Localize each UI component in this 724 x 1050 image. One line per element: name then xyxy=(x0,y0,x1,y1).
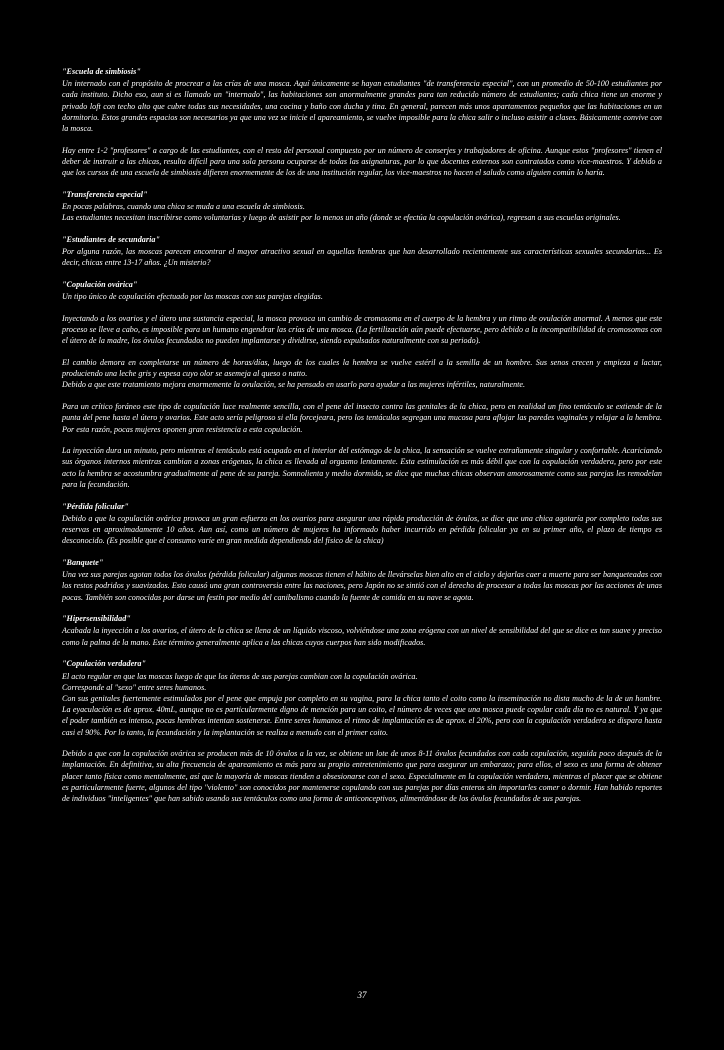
paragraph: Inyectando a los ovarios y el útero una sustancia especial, la mosca provoca un cambio de cromosoma en el cuerpo de la hembra y un ritmo de ovulación anormal. A menos que este proceso se lleve a cabo, es imposible para un humano engendrar las crías de una mosca. (La fertilización aún puede efectuarse, pero debido a la incompatibilidad de cromosomas con el útero de la madre, los óvulos fecundados no pueden implantarse y dividirse, siendo expulsados naturalmente con su periodo). xyxy=(62,313,662,346)
paragraph: Acabada la inyección a los ovarios, el útero de la chica se llena de un líquido viscoso, volviéndose una zona erógena con un nivel de sensibilidad del que se dice es tan suave y preciso como la palma de la mano. Este término generalmente aplica a las chicas cuyos cuerpos han sido modificados. xyxy=(62,626,662,647)
section-banquete xyxy=(62,557,662,603)
page-number: 37 xyxy=(357,990,367,1000)
paragraph: Para un crítico foráneo este tipo de copulación luce realmente sencilla, con el pene del insecto contra las genitales de la chica, pero en realidad un fino tentáculo se extiende de la punta del pene hasta el útero y ovarios. Este acto sería peligroso si ella forcejeara, pero los tentáculos segregan una mucosa para aflojar las paredes vaginales y relajar a la hembra. Por esta razón, pocas mujeres oponen gran resistencia a esta copulación. xyxy=(62,402,662,434)
paragraph: Por alguna razón, las moscas parecen encontrar el mayor atractivo sexual en aquellas hembras que han desarrollado recientemente sus características sexuales secundarias... Es decir, chicas entre 13-17 años. ¿Un misterio? xyxy=(62,247,662,268)
paragraph: En pocas palabras, cuando una chica se muda a una escuela de simbiosis. xyxy=(62,202,305,212)
section-heading: "Escuela de simbiosis" xyxy=(62,67,141,76)
section-hipersensibilidad xyxy=(62,613,662,648)
paragraph: La inyección dura un minuto, pero mientras el tentáculo está ocupado en el interior del estómago de la chica, la sensación se vuelve extrañamente singular y confortable. Acariciando sus órganos internos mientras cambian a zonas erógenas, la chica es llevada al orgasmo lentamente. Esta estimulación es más débil que con la copulación verdadera, pero por este acto la hembra se acostumbra gradualmente al pene de su pareja. Somnolienta y medio dormida, se dice que muchas chicas observan amorosamente como sus parejas les remodelan para la fecundación. xyxy=(62,446,662,489)
paragraph: Un tipo único de copulación efectuado por las moscas con sus parejas elegidas. xyxy=(62,292,323,302)
paragraph: Debido a que con la copulación ovárica se producen más de 10 óvulos a la vez, se obtiene un lote de unos 8-11 óvulos fecundados con cada copulación, seguida poco después de la implantación. En definitiva, su alta frecuencia de apareamiento es más para su propio entretenimiento que para asegurar un embarazo; para ellos, el sexo es una forma de obtener placer tanto física como mentalmente, así que la mayoría de moscas tienden a obsesionarse con el sexo. Especialmente en la copulación verdadera, mientras el placer que se obtiene es particularmente fuerte, algunos del tipo "violento" son conocidos por mantenerse copulando con sus parejas por días enteros sin importarles comer o dormir. Han habido reportes de individuos "inteligentes" que han sabido usando sus tentáculos como una forma de anticonceptivos, alimentándose de los óvulos fecundados de sus parejas. xyxy=(62,749,662,804)
section-heading: "Hipersensibilidad" xyxy=(62,614,131,624)
section-heading: "Copulación ovárica" xyxy=(62,280,138,290)
paragraph: Un internado con el propósito de procrear a las crías de una mosca. Aquí únicamente se hayan estudiantes "de transferencia especial", con un promedio de 50-100 estudiantes por cada instituto. Dicho eso, aun si es llamado un "internado", las habitaciones son anormalmente grandes para tan reducido número de estudiantes; cada chica tiene un enorme y privado loft con techo alto que cubre todas sus necesidades, una cocina y baño con ducha y tina. En general, parecen más unos apartamentos pequeños que las habitaciones en un dormitorio. Estos grandes espacios son necesarios ya que una vez se inicie el apareamiento, se vuelve imposible para la chica salir o incluso asistir a clases. Básicamente convive con la mosca. xyxy=(62,79,662,134)
paragraph: Hay entre 1-2 "profesores" a cargo de las estudiantes, con el resto del personal compuesto por un número de conserjes y trabajadores de oficina. Aunque estos "profesores" tienen el deber de instruir a las chicas, resulta difícil para una sola persona ocuparse de todas las asignaturas, por lo que docentes externos son contratados como vice-maestros. Y debido a que los cursos de una escuela de simbiosis difieren enormemente de los de una institución regular, los vice-maestros no hacen el saludo como alguien común lo haría. xyxy=(62,145,662,178)
document-body xyxy=(62,66,662,815)
paragraph: El cambio demora en completarse un número de horas/días, luego de los cuales la hembra se vuelve estéril a la semilla de un hombre. Sus senos crecen y empieza a lactar, produciendo una leche gris y espesa cuyo olor se asemeja al queso o natto. xyxy=(62,358,662,379)
section-heading: "Estudiantes de secundaria" xyxy=(62,234,161,244)
section-perdida-folicular xyxy=(62,501,662,547)
section-heading: "Pérdida folicular" xyxy=(62,501,129,511)
section-heading: "Transferencia especial" xyxy=(62,189,148,199)
paragraph: Corresponde al "sexo" entre seres humanos. xyxy=(62,682,207,692)
paragraph: El acto regular en que las moscas luego de que los úteros de sus parejas cambian con la copulación ovárica. xyxy=(62,671,418,681)
section-heading: "Banquete" xyxy=(62,557,104,567)
paragraph: Una vez sus parejas agotan todos los óvulos (pérdida folicular) algunas moscas tienen el hábito de llevárselas bien alto en el cielo y dejarlas caer a muerte para ser banqueteadas con los restos podridos y suavizados. Esto causó una gran controversia entre las naciones, pero Japón no se sintió con el derecho de procesar a todas las moscas por las acciones de unas pocas. También son conocidas por darse un festín por medio del canibalismo cuando la fuente de comida en su nave se agota. xyxy=(62,570,662,602)
paragraph: Debido a que este tratamiento mejora enormemente la ovulación, se ha pensado en usarlo para ayudar a las mujeres infértiles, naturalmente. xyxy=(62,380,526,390)
paragraph: Las estudiantes necesitan inscribirse como voluntarias y luego de asistir por lo menos un año (donde se efectúa la copulación ovárica), regresan a sus escuelas originales. xyxy=(62,213,621,223)
section-escuela-de-simbiosis xyxy=(62,66,662,178)
paragraph: Con sus genitales fuertemente estimulados por el pene que empuja por completo en su vagina, para la chica tanto el coito como la inseminación no dista mucho de la de un hombre. La eyaculación es de aprox. 40mL, aunque no es particularmente digno de mención para un coito, el número de veces que una mosca puede copular cada día no es natural. Y ya que el poder también es intenso, pocas hembras intentan sostenerse. Entre seres humanos el ritmo de implantación es de aprox. el 20%, pero con la copulación verdadera se dispara hasta casi el 90%. Por lo tanto, la fecundación y la implantación se realiza a menudo con el primer coito. xyxy=(62,693,662,737)
section-estudiantes-de-secundaria xyxy=(62,234,662,269)
section-transferencia-especial xyxy=(62,189,662,224)
section-heading: "Copulación verdadera" xyxy=(62,659,147,669)
section-copulacion-verdadera xyxy=(62,658,662,804)
section-copulacion-ovarica xyxy=(62,279,662,490)
paragraph: Debido a que la copulación ovárica provoca un gran esfuerzo en los ovarios para asegurar una rápida producción de óvulos, se dice que una chica agotaría por completo todas sus reservas en aproximadamente 10 años. Aun así, como un número de mujeres ha informado haber incurrido en pérdida folicular ya en su primer año, el plazo de tiempo es desconocido. (Es posible que el consumo varíe en gran medida dependiendo del físico de la chica) xyxy=(62,513,662,546)
